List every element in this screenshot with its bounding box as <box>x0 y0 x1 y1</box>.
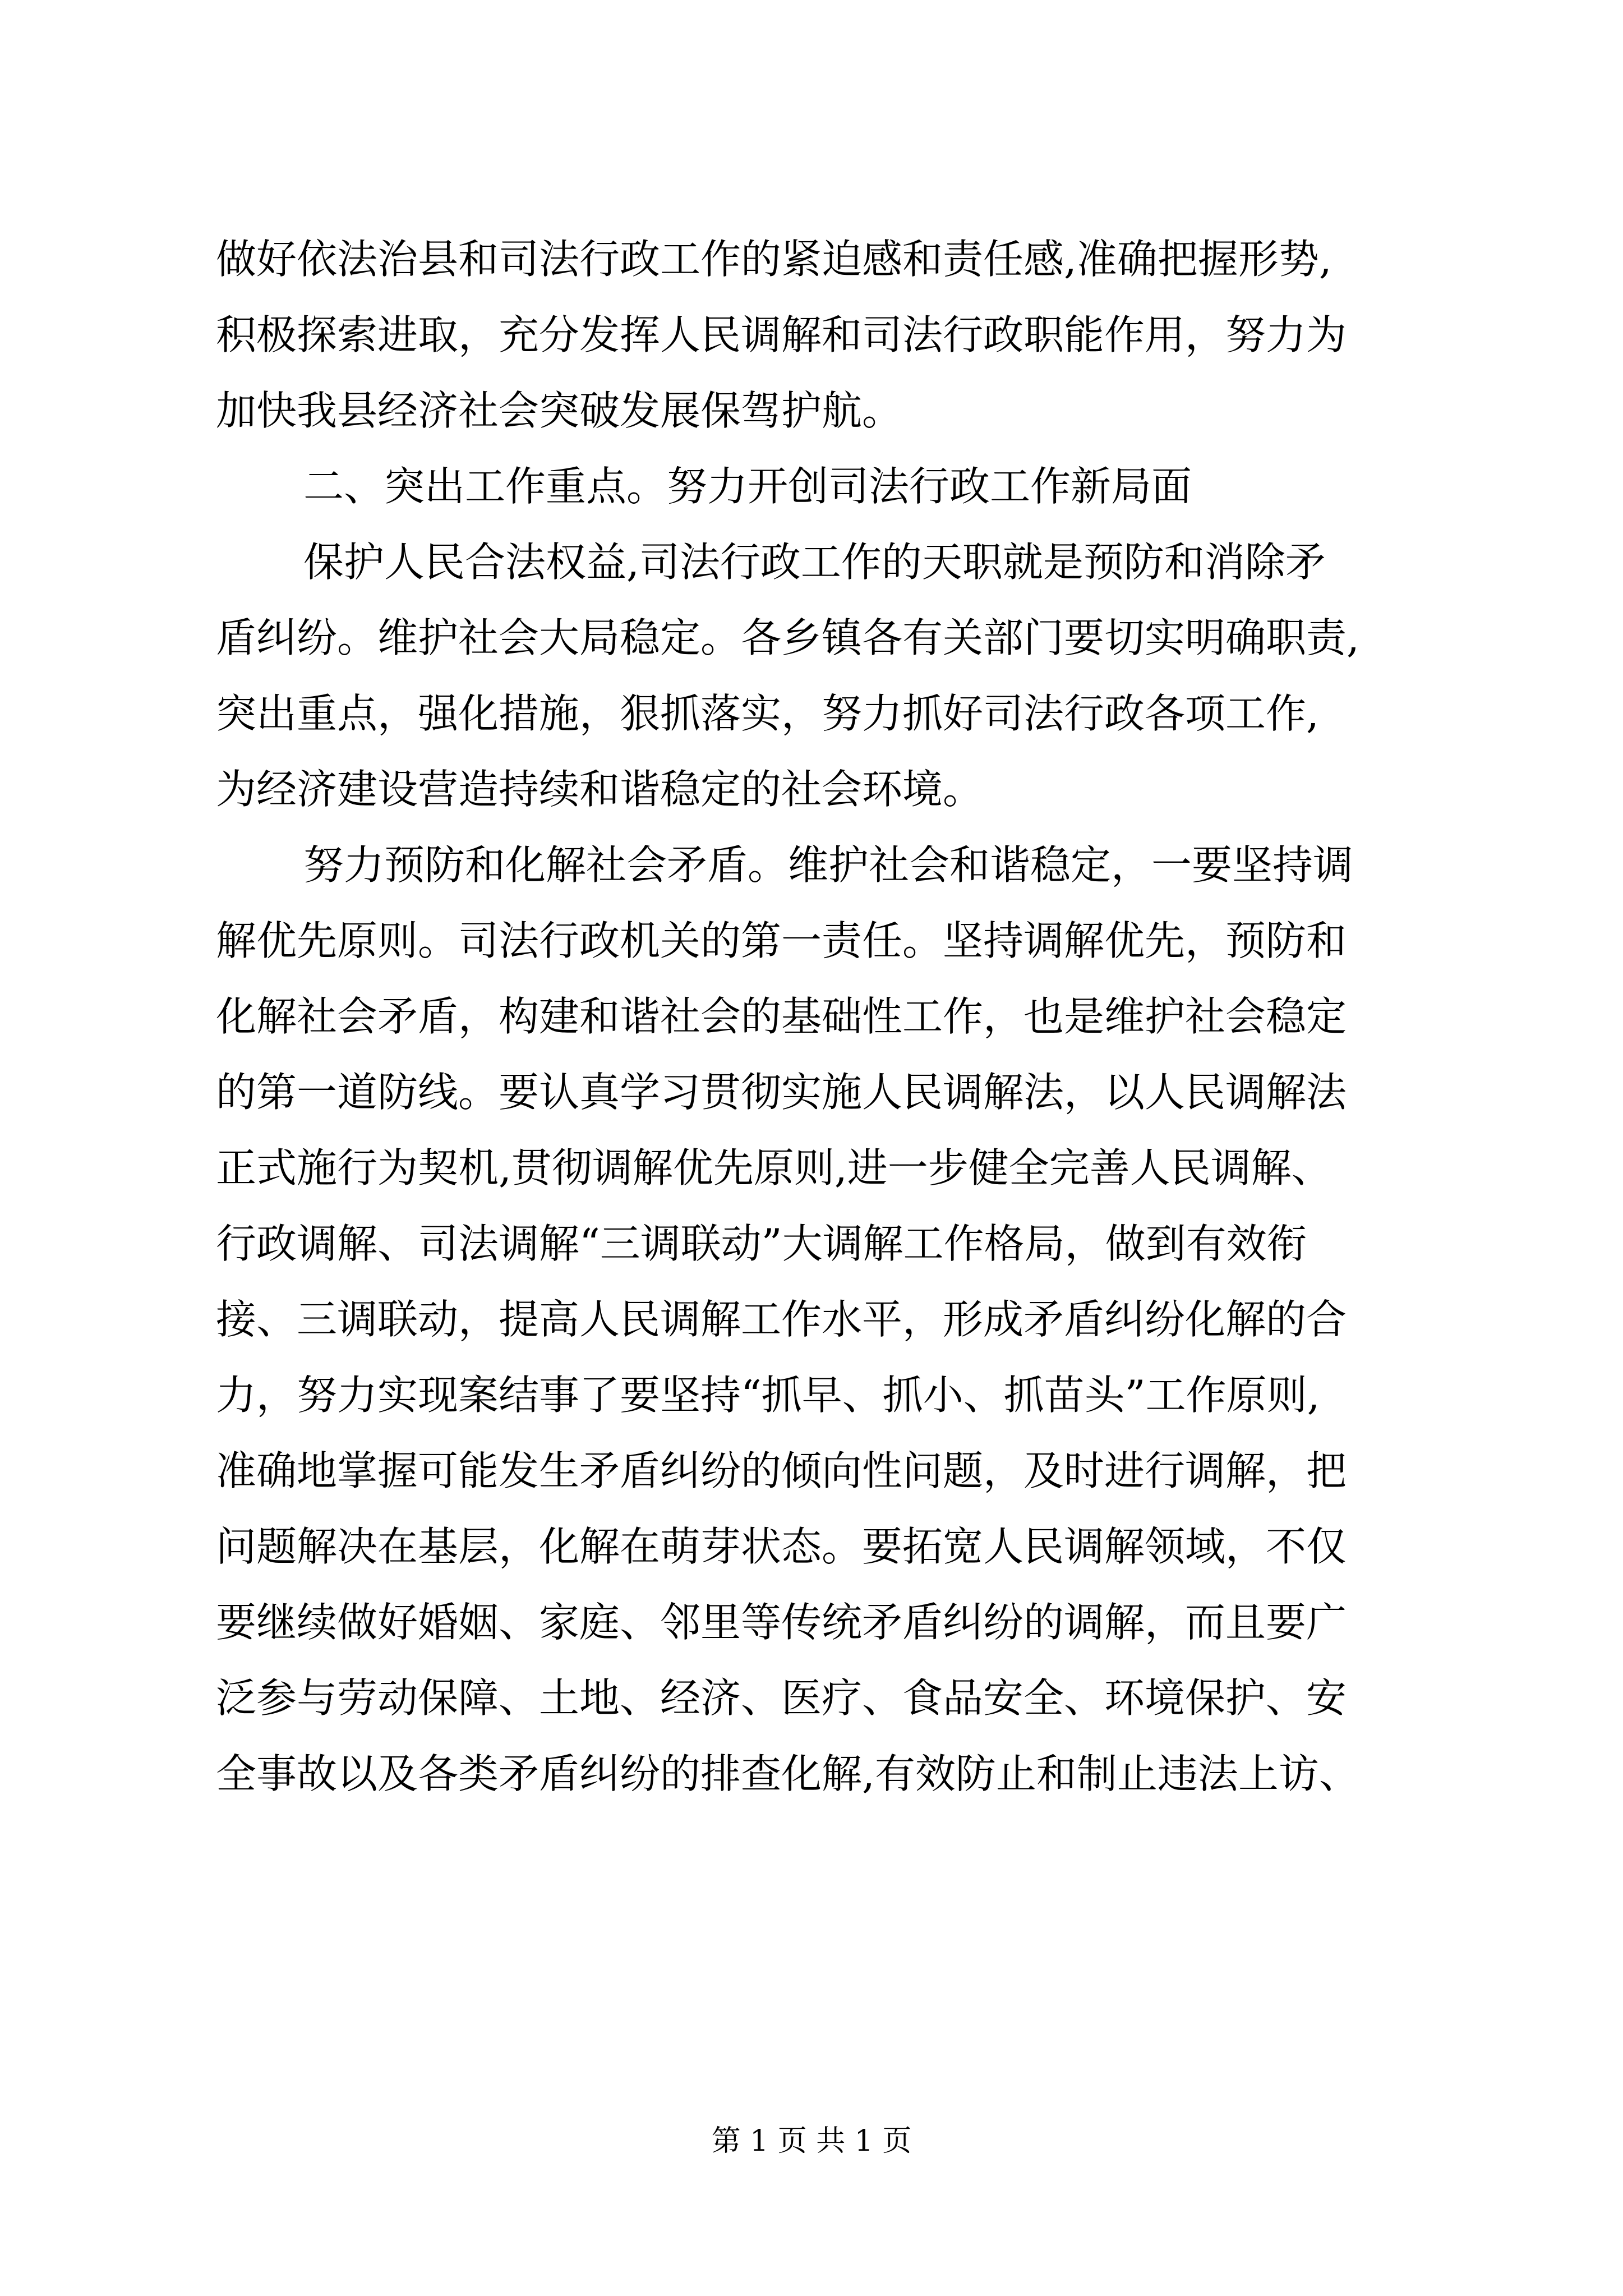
document-body <box>216 222 1427 1812</box>
text-line: 积极探索进取，充分发挥人民调解和司法行政职能作用，努力为 <box>216 311 1347 358</box>
text-line: 突出重点，强化措施，狠抓落实，努力抓好司法行政各项工作, <box>216 690 1319 737</box>
text-line: 努力预防和化解社会矛盾。维护社会和谐稳定，一要坚持调 <box>303 841 1354 889</box>
text-line: 要继续做好婚姻、家庭、邻里等传统矛盾纠纷的调解，而且要广 <box>216 1599 1347 1646</box>
text-line: 接、三调联动，提高人民调解工作水平，形成矛盾纠纷化解的合 <box>216 1296 1347 1343</box>
text-line: 解优先原则。司法行政机关的第一责任。坚持调解优先，预防和 <box>216 917 1347 964</box>
text-line: 盾纠纷。维护社会大局稳定。各乡镇各有关部门要切实明确职责, <box>216 614 1359 661</box>
text-line: 正式施行为契机,贯彻调解优先原则,进一步健全完善人民调解、 <box>216 1144 1332 1191</box>
text-line: 加快我县经济社会突破发展保驾护航。 <box>216 387 903 434</box>
text-line: 保护人民合法权益,司法行政工作的天职就是预防和消除矛 <box>303 539 1326 586</box>
page-footer <box>0 2122 1623 2161</box>
text-line: 准确地掌握可能发生矛盾纠纷的倾向性问题，及时进行调解，把 <box>216 1447 1347 1494</box>
text-line: 力，努力实现案结事了要坚持“抓早、抓小、抓苗头”工作原则, <box>216 1372 1320 1419</box>
section-heading: 二、突出工作重点。努力开创司法行政工作新局面 <box>303 463 1192 510</box>
text-line: 为经济建设营造持续和谐稳定的社会环境。 <box>216 766 984 813</box>
text-line: 问题解决在基层，化解在萌芽状态。要拓宽人民调解领域，不仅 <box>216 1523 1347 1570</box>
page-number-label: 第 1 页 共 1 页 <box>711 2124 912 2158</box>
text-line: 的第一道防线。要认真学习贯彻实施人民调解法，以人民调解法 <box>216 1069 1347 1116</box>
text-line: 泛参与劳动保障、土地、经济、医疗、食品安全、环境保护、安 <box>216 1674 1347 1722</box>
text-line: 做好依法治县和司法行政工作的紧迫感和责任感,准确把握形势, <box>216 236 1332 283</box>
text-line: 化解社会矛盾，构建和谐社会的基础性工作，也是维护社会稳定 <box>216 993 1347 1040</box>
text-line: 全事故以及各类矛盾纠纷的排查化解,有效防止和制止违法上访、 <box>216 1750 1359 1797</box>
text-line: 行政调解、司法调解“三调联动”大调解工作格局，做到有效衔 <box>216 1220 1307 1267</box>
